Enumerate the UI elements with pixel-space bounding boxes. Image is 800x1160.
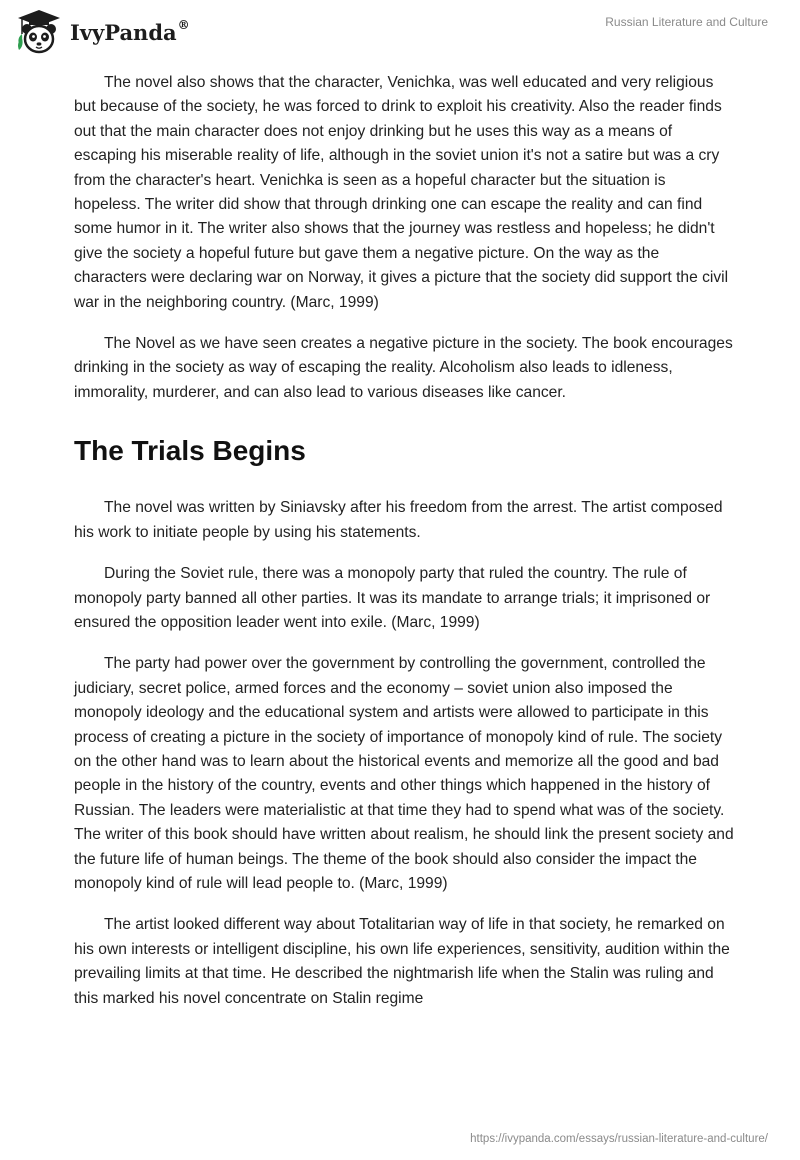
- page-header: [0, 0, 800, 62]
- article-paragraph: The artist looked different way about Totalitarian way of life in that society, he remarked on his own interests or intelligent discipline, his own life experiences, sensitivity, audition within the prevailing limits at that time. He described the nightmarish life when the Stalin was ruling and this marked his novel concentrate on Stalin regime: [74, 916, 730, 1007]
- article-paragraph: The novel was written by Siniavsky after his freedom from the arrest. The artist composed his work to initiate people by using his statements.: [74, 499, 723, 541]
- article-paragraph: The party had power over the government by controlling the government, controlled the judiciary, secret police, armed forces and the economy – soviet union also imposed the monopoly ideology and the educational system and artists were allowed to participate in this process of creating a picture in the society of importance of monopoly kind of rule. The society on the other hand was to learn about the historical events and memorize all the good and bad people in the history of the country, events and other things which happened in the history of Russian. The leaders were materialistic at that time they had to spend what was of the society. The writer of this book should have written about realism, he should link the present society and the future life of human beings. The theme of the book should also consider the impact the monopoly kind of rule will lead people to. (Marc, 1999): [74, 655, 734, 892]
- panda-logo-icon: [14, 8, 64, 56]
- ivypanda-logo[interactable]: [14, 8, 190, 56]
- article-paragraph: The Novel as we have seen creates a negative picture in the society. The book encourages drinking in the society as way of escaping the reality. Alcoholism also leads to idleness, immorality, murderer, and can also lead to various diseases like cancer.: [74, 335, 733, 401]
- section-heading: The Trials Begins: [74, 435, 306, 467]
- article-paragraph: The novel also shows that the character, Venichka, was well educated and very religious but because of the society, he was forced to drink to exploit his creativity. Also the reader finds out that the main character does not enjoy drinking but he uses this way as a means of escaping his miserable reality of life, although in the soviet union it's not a satire but was a cry from the character's heart. Venichka is seen as a hopeful character but the situation is hopeless. The writer did show that through drinking one can escape the reality and can find some humor in it. The writer also shows that the journey was restless and hopeless; he didn't give the society a hopeful future but gave them a negative picture. On the way as the characters were declaring war on Norway, it gives a picture that the society did support the civil war in the neighboring country. (Marc, 1999): [74, 74, 729, 311]
- brand-name: [70, 17, 190, 45]
- source-url[interactable]: https://ivypanda.com/essays/russian-literature-and-culture/: [470, 1133, 768, 1145]
- brand-label: IvyPanda: [70, 19, 177, 45]
- article-paragraph: During the Soviet rule, there was a monopoly party that ruled the country. The rule of monopoly party banned all other parties. It was its mandate to arrange trials; it imprisoned or ensured the opposition leader went into exile. (Marc, 1999): [74, 565, 711, 631]
- document-title: Russian Literature and Culture: [605, 15, 768, 29]
- registered-mark: ®: [177, 17, 190, 32]
- article-body: [74, 71, 734, 1028]
